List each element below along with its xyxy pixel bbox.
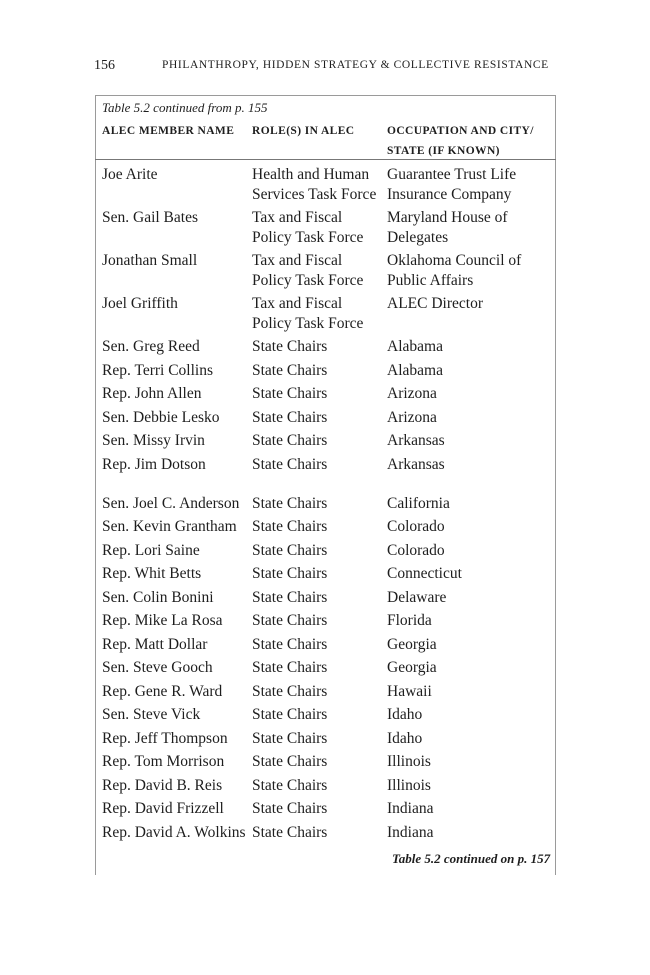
role-cell: State Chairs: [252, 753, 328, 770]
occupation-cell: Colorado: [387, 541, 445, 559]
role-cell: State Chairs: [252, 729, 328, 747]
table-row: [102, 408, 552, 432]
role-cell: Tax and Fiscal Policy Task Force: [252, 209, 364, 246]
occupation-cell: Arkansas: [387, 432, 445, 449]
column-header-occupation-line1: OCCUPATION AND CITY/: [387, 125, 534, 137]
member-name-cell: Sen. Kevin Grantham: [102, 518, 237, 535]
column-header-occupation-line2: STATE (IF KNOWN): [387, 145, 500, 157]
occupation-cell: Idaho: [387, 706, 423, 723]
member-name-cell: Rep. Matt Dollar: [102, 635, 208, 653]
column-header-role: ROLE(S) IN ALEC: [252, 125, 355, 137]
table-row: [102, 776, 552, 800]
role-cell: State Chairs: [252, 565, 328, 582]
table-row: [102, 251, 552, 294]
occupation-cell: California: [387, 494, 450, 512]
role-cell: State Chairs: [252, 408, 328, 426]
occupation-cell: Idaho: [387, 729, 423, 747]
member-name-cell: Jonathan Small: [102, 252, 198, 269]
table-row: [102, 361, 552, 385]
page-number: 156: [94, 58, 115, 73]
running-head: [94, 58, 556, 76]
member-name-cell: Sen. Steve Gooch: [102, 659, 213, 676]
role-cell: State Chairs: [252, 612, 328, 629]
table-row: [102, 752, 552, 776]
table-row: [102, 682, 552, 706]
member-name-cell: Rep. Mike La Rosa: [102, 612, 223, 629]
member-name-cell: Sen. Missy Irvin: [102, 432, 205, 449]
role-cell: State Chairs: [252, 338, 328, 355]
occupation-cell: Illinois: [387, 776, 431, 794]
table-row: [102, 564, 552, 588]
member-name-cell: Joel Griffith: [102, 295, 178, 312]
member-name-cell: Rep. Lori Saine: [102, 541, 200, 559]
table-row: [102, 294, 552, 337]
occupation-cell: Connecticut: [387, 565, 462, 582]
occupation-cell: Delaware: [387, 588, 447, 606]
occupation-cell: Arizona: [387, 385, 437, 402]
member-name-cell: Rep. David B. Reis: [102, 776, 223, 794]
member-name-cell: Sen. Joel C. Anderson: [102, 494, 240, 512]
occupation-cell: Arizona: [387, 408, 437, 426]
role-cell: State Chairs: [252, 518, 328, 535]
occupation-cell: Hawaii: [387, 682, 432, 700]
occupation-cell: Guarantee Trust Life Insurance Company: [387, 166, 517, 203]
role-cell: State Chairs: [252, 776, 328, 794]
table-row: [102, 705, 552, 729]
table-row: [102, 541, 552, 565]
member-name-cell: Rep. David Frizzell: [102, 800, 224, 817]
role-cell: State Chairs: [252, 385, 328, 402]
role-cell: State Chairs: [252, 588, 328, 606]
member-name-cell: Sen. Debbie Lesko: [102, 408, 220, 426]
occupation-cell: Georgia: [387, 659, 437, 676]
role-cell: State Chairs: [252, 635, 328, 653]
table-row: [102, 729, 552, 753]
table-row: [102, 165, 552, 208]
member-name-cell: Rep. David A. Wolkins: [102, 823, 246, 841]
occupation-cell: Alabama: [387, 338, 443, 355]
table-row: [102, 337, 552, 361]
table-row: [102, 635, 552, 659]
occupation-cell: Georgia: [387, 635, 437, 653]
member-name-cell: Rep. Terri Collins: [102, 361, 213, 379]
occupation-cell: Maryland House of Delegates: [387, 209, 508, 246]
role-cell: State Chairs: [252, 541, 328, 559]
table-row: [102, 799, 552, 823]
role-cell: State Chairs: [252, 494, 328, 512]
role-cell: State Chairs: [252, 823, 328, 841]
occupation-cell: Colorado: [387, 518, 445, 535]
table-continued-from: Table 5.2 continued from p. 155: [102, 100, 268, 115]
occupation-cell: Illinois: [387, 753, 431, 770]
role-cell: State Chairs: [252, 659, 328, 676]
member-name-cell: Sen. Greg Reed: [102, 338, 200, 355]
table-row: [102, 494, 552, 518]
table-row: [102, 611, 552, 635]
member-name-cell: Rep. Whit Betts: [102, 565, 202, 582]
member-name-cell: Rep. John Allen: [102, 385, 202, 402]
role-cell: State Chairs: [252, 432, 328, 449]
member-name-cell: Joe Arite: [102, 166, 158, 183]
occupation-cell: Oklahoma Council of Public Affairs: [387, 252, 522, 289]
member-name-cell: Sen. Gail Bates: [102, 209, 198, 226]
role-cell: Tax and Fiscal Policy Task Force: [252, 252, 364, 289]
member-name-cell: Rep. Tom Morrison: [102, 753, 225, 770]
occupation-cell: Arkansas: [387, 455, 445, 473]
role-cell: State Chairs: [252, 682, 328, 700]
member-name-cell: Sen. Colin Bonini: [102, 588, 214, 606]
member-name-cell: Rep. Jim Dotson: [102, 455, 206, 473]
table-row: [102, 431, 552, 455]
member-name-cell: Sen. Steve Vick: [102, 706, 201, 723]
role-cell: Health and Human Services Task Force: [252, 166, 377, 203]
occupation-cell: Florida: [387, 612, 432, 629]
running-title: PHILANTHROPY, HIDDEN STRATEGY & COLLECTIVE RESISTANCE: [162, 59, 549, 71]
table-row: [102, 517, 552, 541]
table-row: [102, 208, 552, 251]
role-cell: State Chairs: [252, 361, 328, 379]
role-cell: State Chairs: [252, 706, 328, 723]
table-row: [102, 588, 552, 612]
occupation-cell: Alabama: [387, 361, 443, 379]
occupation-cell: Indiana: [387, 800, 434, 817]
role-cell: State Chairs: [252, 455, 328, 473]
table-row: [102, 384, 552, 408]
role-cell: Tax and Fiscal Policy Task Force: [252, 295, 364, 332]
table-body: [102, 165, 552, 866]
role-cell: State Chairs: [252, 800, 328, 817]
member-name-cell: Rep. Jeff Thompson: [102, 729, 228, 747]
table-continued-on: Table 5.2 continued on p. 157: [392, 851, 551, 866]
column-header-name: ALEC MEMBER NAME: [102, 125, 235, 137]
column-header-occupation: [387, 121, 534, 161]
occupation-cell: Indiana: [387, 823, 434, 841]
table-row: [102, 658, 552, 682]
member-name-cell: Rep. Gene R. Ward: [102, 682, 223, 700]
occupation-cell: ALEC Director: [387, 295, 483, 312]
table-row: [102, 455, 552, 494]
